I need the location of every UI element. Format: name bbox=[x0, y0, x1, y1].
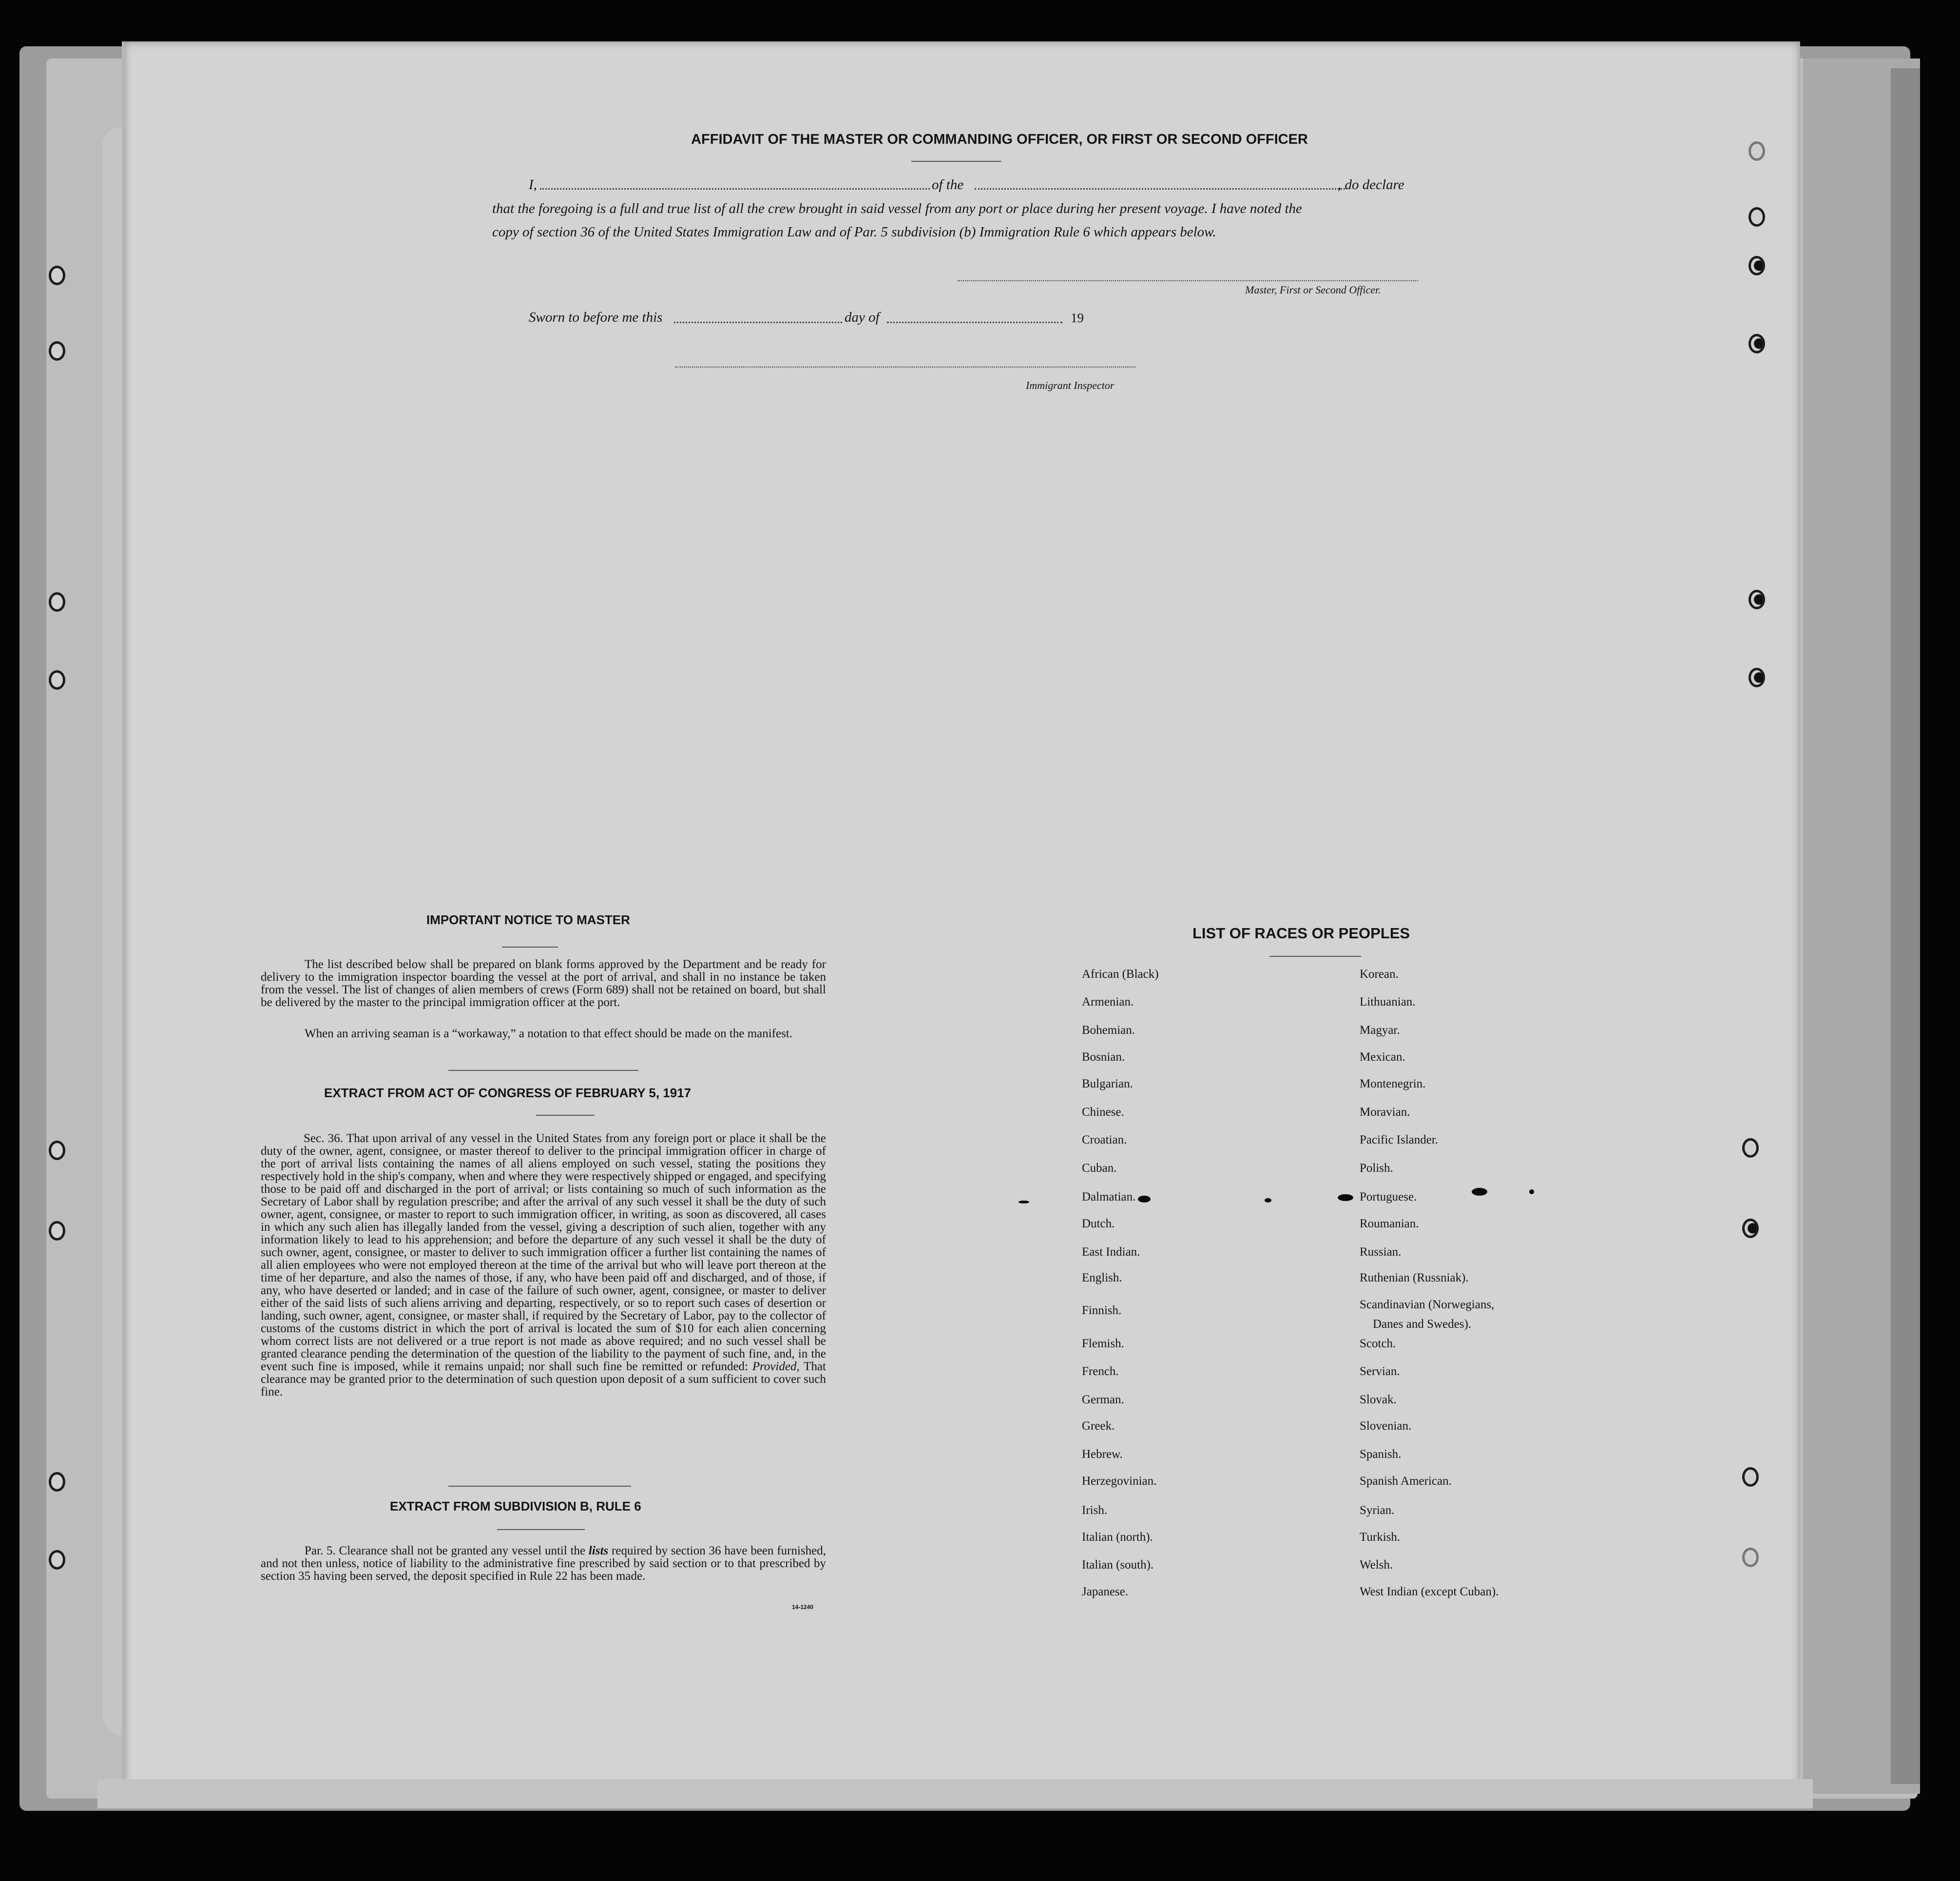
affidavit-line-2: that the foregoing is a full and true list of all the crew brought in said vessel from any port or place during her present voyage. I have noted the bbox=[492, 201, 1302, 216]
race-right-item: Spanish American. bbox=[1360, 1474, 1452, 1488]
binder-hole bbox=[49, 1141, 65, 1160]
race-right-item: Roumanian. bbox=[1360, 1217, 1419, 1230]
race-scandinavian-line-2: Danes and Swedes). bbox=[1373, 1318, 1472, 1331]
affidavit-of-the: of the bbox=[932, 177, 964, 193]
notice-paragraph-2: When an arriving seaman is a “workaway,” a notation to that effect should be made on the manifest. bbox=[305, 1027, 793, 1040]
ink-blot bbox=[1265, 1198, 1271, 1202]
race-left-item: Dutch. bbox=[1082, 1217, 1115, 1230]
sworn-day-blank bbox=[674, 322, 842, 323]
ink-blot bbox=[1138, 1196, 1151, 1202]
race-right-item: Korean. bbox=[1360, 968, 1399, 981]
race-right-item: Polish. bbox=[1360, 1162, 1393, 1175]
race-left-item: African (Black) bbox=[1082, 968, 1159, 981]
section-divider bbox=[448, 1070, 638, 1071]
provided-word: Provided, bbox=[752, 1360, 800, 1373]
race-left-item: English. bbox=[1082, 1271, 1122, 1284]
binder-hole bbox=[1742, 1219, 1759, 1238]
race-left-item: Bohemian. bbox=[1082, 1024, 1135, 1037]
race-left-item: Herzegovinian. bbox=[1082, 1474, 1157, 1488]
race-right-item: Russian. bbox=[1360, 1245, 1402, 1259]
binder-hole bbox=[1749, 668, 1765, 687]
inspector-label: Immigrant Inspector bbox=[1026, 379, 1115, 391]
race-right-item: Mexican. bbox=[1360, 1050, 1405, 1064]
sworn-day-of: day of bbox=[845, 310, 880, 325]
race-left-item: Dalmatian. bbox=[1082, 1190, 1136, 1203]
race-right-item: Lithuanian. bbox=[1360, 995, 1416, 1008]
race-left-item: Irish. bbox=[1082, 1504, 1108, 1517]
race-left-item: East Indian. bbox=[1082, 1245, 1140, 1259]
race-right-item: Servian. bbox=[1360, 1365, 1400, 1378]
race-right-item: Pacific Islander. bbox=[1360, 1133, 1439, 1146]
par-5-text-a: Par. 5. Clearance shall not be granted any vessel until the bbox=[305, 1544, 589, 1557]
binder-hole bbox=[49, 1472, 65, 1492]
binder-hole bbox=[1742, 1467, 1759, 1487]
sec-36-text-end: That clearance may be granted prior to the determination of such question upon deposit of a sum sufficient to cover such fine. bbox=[261, 1360, 826, 1398]
race-left-item: Bulgarian. bbox=[1082, 1077, 1133, 1090]
race-left-item: Greek. bbox=[1082, 1419, 1115, 1433]
race-left-item: Armenian. bbox=[1082, 995, 1134, 1008]
title-divider bbox=[911, 161, 1001, 162]
section-divider bbox=[448, 1486, 631, 1487]
lists-word: lists bbox=[588, 1544, 609, 1557]
vessel-blank bbox=[975, 188, 1345, 190]
sec-36-text: That upon arrival of any vessel in the United States from any foreign port or place it shall be the duty of the owner, agent, consignee, or master thereof to deliver to the principal immigration officer in charge of the port of arrival lists containing the names of all aliens employed on such vessel, stating the positions they respectively hold in the ship's company, when and where they were respectively shipped or engaged, and specifying those to be paid off and discharged in the port of arrival; or lists containing so much of such information as the Secretary of Labor shall by regulation prescribe; and after the arrival of any such vessel it shall be the duty of such owner, agent, consignee, or master to report to such immigration officer, in writing, as soon as discovered, all cases in which any such alien has illegally landed from the vessel, giving a description of such alien, together with any information likely to lead to his apprehension; and before the departure of any such vessel it shall be the duty of such owner, agent, consignee, or master to deliver to such immigration officer a further list containing the names of all alien employees who were not employed thereon at the time of the arrival but who will leave port thereon at the time of her departure, and also the names of those, if any, who have been paid off and discharged, and of those, if any, who have deserted or landed; and in case of the failure of such owner, agent, consignee, or master to deliver either of the said lists of such aliens arriving and departing, respectively, or so to report such cases of desertion or landing, such owner, agent, consignee, or master shall, if required by the Secretary of Labor, pay to the collector of customs of the customs district in which the port of arrival is located the sum of $10 for each alien concerning whom correct lists are not delivered or a true report is not made as above required; and no such vessel shall be granted clearance pending the determination of the question of the liability to the payment of such fine, and, in the event such fine is imposed, while it remains unpaid; nor shall such fine be remitted or refunded: bbox=[261, 1132, 826, 1373]
race-left-item: Cuban. bbox=[1082, 1162, 1117, 1175]
signature-label: Master, First or Second Officer. bbox=[1245, 284, 1381, 296]
race-right-item: Slovak. bbox=[1360, 1393, 1397, 1406]
binder-hole bbox=[49, 592, 65, 612]
binder-hole bbox=[49, 1221, 65, 1241]
race-right-item: West Indian (except Cuban). bbox=[1360, 1585, 1499, 1598]
race-left-item: Finnish. bbox=[1082, 1304, 1122, 1317]
par-5-text-b: required by section 36 have been furnished, and not then unless, notice of liability to the administrative fine prescribed by said section or to that prescribed by section 35 having been served, the deposit specified in Rule 22 has been made. bbox=[261, 1544, 826, 1583]
affidavit-title: AFFIDAVIT OF THE MASTER OR COMMANDING OFFICER, OR FIRST OR SECOND OFFICER bbox=[691, 132, 1308, 147]
binder-hole bbox=[49, 670, 65, 690]
race-left-item: Chinese. bbox=[1082, 1105, 1124, 1119]
race-right-item: Moravian. bbox=[1360, 1105, 1410, 1119]
binder-hole bbox=[49, 1550, 65, 1570]
sworn-prefix: Sworn to before me this bbox=[529, 310, 663, 325]
form-number: 14-1240 bbox=[792, 1604, 814, 1610]
sec-36-label: Sec. 36. bbox=[304, 1132, 344, 1145]
race-right-item: Ruthenian (Russniak). bbox=[1360, 1271, 1469, 1284]
sec-36-paragraph bbox=[261, 1132, 826, 1398]
name-blank bbox=[540, 188, 930, 190]
notice-title: IMPORTANT NOTICE TO MASTER bbox=[426, 912, 630, 927]
race-right-item: Syrian. bbox=[1360, 1504, 1395, 1517]
extract-act-title: EXTRACT FROM ACT OF CONGRESS OF FEBRUARY 5, 1917 bbox=[324, 1086, 692, 1100]
race-right-item: Scandinavian (Norwegians, bbox=[1360, 1298, 1495, 1311]
extract-rule-divider bbox=[497, 1529, 585, 1530]
binder-hole bbox=[49, 341, 65, 361]
race-right-item: Welsh. bbox=[1360, 1558, 1393, 1571]
notice-divider bbox=[502, 947, 558, 948]
ink-blot bbox=[1338, 1194, 1353, 1201]
ink-blot bbox=[1529, 1189, 1534, 1194]
race-right-item: Turkish. bbox=[1360, 1531, 1401, 1544]
race-right-item: Spanish. bbox=[1360, 1448, 1402, 1461]
sworn-month-blank bbox=[887, 322, 1062, 323]
sheet-bottom-edge bbox=[97, 1779, 1813, 1808]
signature-line bbox=[958, 280, 1418, 281]
race-left-item: Flemish. bbox=[1082, 1337, 1124, 1350]
races-divider bbox=[1269, 956, 1361, 957]
ink-blot bbox=[1018, 1201, 1029, 1203]
affidavit-declare: , do declare bbox=[1338, 177, 1404, 193]
binder-hole bbox=[49, 266, 65, 285]
race-right-item: Montenegrin. bbox=[1360, 1077, 1426, 1090]
binder-hole bbox=[1749, 590, 1765, 609]
binder-hole bbox=[1749, 256, 1765, 275]
extract-act-divider bbox=[536, 1115, 595, 1116]
race-left-item: Hebrew. bbox=[1082, 1448, 1123, 1461]
page-stack-right-edge bbox=[1891, 68, 1920, 1784]
extract-rule-title: EXTRACT FROM SUBDIVISION B, RULE 6 bbox=[390, 1499, 641, 1513]
race-left-item: Italian (south). bbox=[1082, 1558, 1154, 1571]
binder-hole bbox=[1742, 1138, 1759, 1158]
sworn-year: 19 bbox=[1071, 310, 1084, 325]
race-right-item: Scotch. bbox=[1360, 1337, 1396, 1350]
race-left-item: French. bbox=[1082, 1365, 1119, 1378]
races-title: LIST OF RACES OR PEOPLES bbox=[1192, 925, 1410, 942]
race-left-item: Croatian. bbox=[1082, 1133, 1127, 1146]
affidavit-i: I, bbox=[529, 177, 537, 193]
affidavit-line-3: copy of section 36 of the United States Immigration Law and of Par. 5 subdivision (b) Immigration Rule 6 which appears below. bbox=[492, 224, 1216, 240]
race-left-item: Bosnian. bbox=[1082, 1050, 1125, 1064]
race-right-item: Magyar. bbox=[1360, 1024, 1400, 1037]
race-left-item: Japanese. bbox=[1082, 1585, 1129, 1598]
race-left-item: German. bbox=[1082, 1393, 1124, 1406]
document-sheet bbox=[122, 41, 1800, 1806]
par-5-paragraph bbox=[261, 1545, 826, 1583]
notice-paragraph-1: The list described below shall be prepared on blank forms approved by the Department and be ready for delivery to the immigration inspector boarding the vessel at the port of arrival, and shall in no instance be taken from the vessel. The list of changes of alien members of crews (Form 689) shall not be retained on board, but shall be delivered by the master to the principal immigration officer at the port. bbox=[261, 958, 826, 1009]
inspector-line bbox=[675, 367, 1135, 368]
race-right-item: Slovenian. bbox=[1360, 1419, 1412, 1433]
race-right-item: Portuguese. bbox=[1360, 1190, 1417, 1203]
binder-hole bbox=[1742, 1548, 1759, 1567]
binder-hole bbox=[1749, 207, 1765, 227]
binder-hole bbox=[1749, 334, 1765, 353]
ink-blot bbox=[1472, 1188, 1487, 1196]
race-left-item: Italian (north). bbox=[1082, 1531, 1153, 1544]
